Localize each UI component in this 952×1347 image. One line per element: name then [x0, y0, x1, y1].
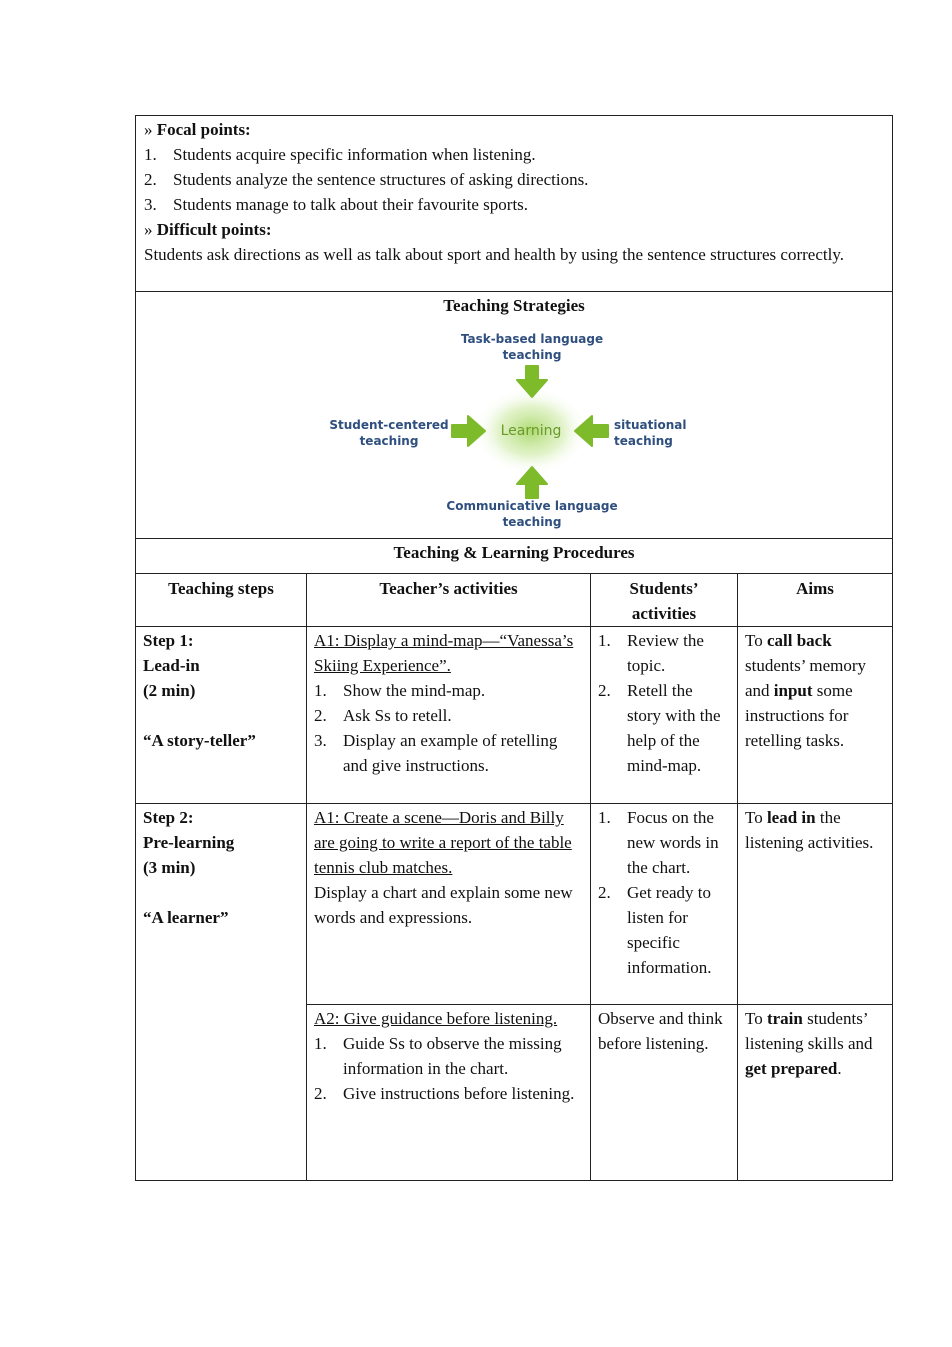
step1-time: (2 min)	[143, 681, 196, 700]
list-item: 2. Get ready to listen for specific information.	[598, 883, 712, 977]
strategies-diagram	[136, 318, 893, 538]
focal-heading: » Focal points:	[144, 120, 251, 139]
step1-cell	[136, 627, 307, 804]
focal-list	[144, 142, 885, 217]
step2-a2-students-cell: Observe and think before listening.	[591, 1005, 738, 1181]
step1-students-cell	[591, 627, 738, 804]
strategy-bottom-label: Communicative language teaching	[446, 499, 618, 529]
strategy-center-label: Learning	[500, 423, 562, 439]
step1-aims-cell: To call back students’ memory and input some instructions for retelling tasks.	[738, 627, 893, 804]
procedures-header-row	[136, 574, 893, 627]
strategies-title: Teaching Strategies	[443, 296, 585, 315]
list-item: 1. Review the topic.	[598, 631, 704, 675]
step2-a2-teacher-cell	[307, 1005, 591, 1181]
header-aims: Aims	[738, 574, 893, 627]
procedures-title-row	[136, 539, 893, 574]
step2-label: Step 2:	[143, 808, 194, 827]
step1-name: Lead-in	[143, 656, 200, 675]
step2-a1-title: A1: Create a scene—Doris and Billy are going to write a report of the table tennis club matches.	[314, 808, 572, 877]
header-teacher-activities: Teacher’s activities	[307, 574, 591, 627]
procedures-title: Teaching & Learning Procedures	[136, 539, 893, 574]
step1-role: “A story-teller”	[143, 731, 256, 750]
step2-a1-teacher-cell	[307, 804, 591, 1005]
difficult-heading: » Difficult points:	[144, 220, 272, 239]
step2-a1-text: Display a chart and explain some new words and expressions.	[314, 883, 573, 927]
focal-item: 2. Students analyze the sentence structures of asking directions.	[144, 170, 589, 189]
header-teaching-steps: Teaching steps	[136, 574, 307, 627]
step2-time: (3 min)	[143, 858, 196, 877]
step2-a1-row	[136, 804, 893, 1005]
list-item: 1. Guide Ss to observe the missing information in the chart.	[314, 1034, 562, 1078]
step1-teacher-title: A1: Display a mind-map—“Vanessa’s Skiing Experience”.	[314, 631, 574, 675]
strategy-top-label: Task-based language teaching	[460, 332, 604, 362]
step1-teacher-cell	[307, 627, 591, 804]
list-item: 1. Focus on the new words in the chart.	[598, 808, 719, 877]
step2-a1-aims-cell: To lead in the listening activities.	[738, 804, 893, 1005]
strategies-row	[136, 292, 893, 539]
step2-a2-title: A2: Give guidance before listening.	[314, 1009, 558, 1028]
step2-a2-aims-cell: To train students’ listening skills and get prepared.	[738, 1005, 893, 1181]
difficult-text: Students ask directions as well as talk about sport and health by using the sentence structures correctly.	[144, 245, 844, 264]
list-item: 2. Give instructions before listening.	[314, 1084, 575, 1103]
strategy-left-label: Student-centered teaching	[329, 418, 449, 448]
step2-name: Pre-learning	[143, 833, 235, 852]
header-students-activities: Students’ activities	[591, 574, 738, 627]
lesson-plan-page	[135, 115, 892, 1181]
focal-item: 3. Students manage to talk about their favourite sports.	[144, 195, 529, 214]
step2-a1-students-cell	[591, 804, 738, 1005]
list-item: 2. Retell the story with the help of the mind-map.	[598, 681, 721, 775]
step2-role: “A learner”	[143, 908, 229, 927]
strategy-right-label: situational teaching	[614, 418, 687, 448]
list-item: 3. Display an example of retelling and give instructions.	[314, 731, 558, 775]
list-item: 1. Show the mind-map.	[314, 681, 486, 700]
step2-cell	[136, 804, 307, 1181]
lesson-plan-table	[135, 115, 893, 1181]
focal-points-row	[136, 116, 893, 292]
step1-row	[136, 627, 893, 804]
step1-label: Step 1:	[143, 631, 194, 650]
list-item: 2. Ask Ss to retell.	[314, 706, 452, 725]
focal-item: 1. Students acquire specific information when listening.	[144, 145, 536, 164]
